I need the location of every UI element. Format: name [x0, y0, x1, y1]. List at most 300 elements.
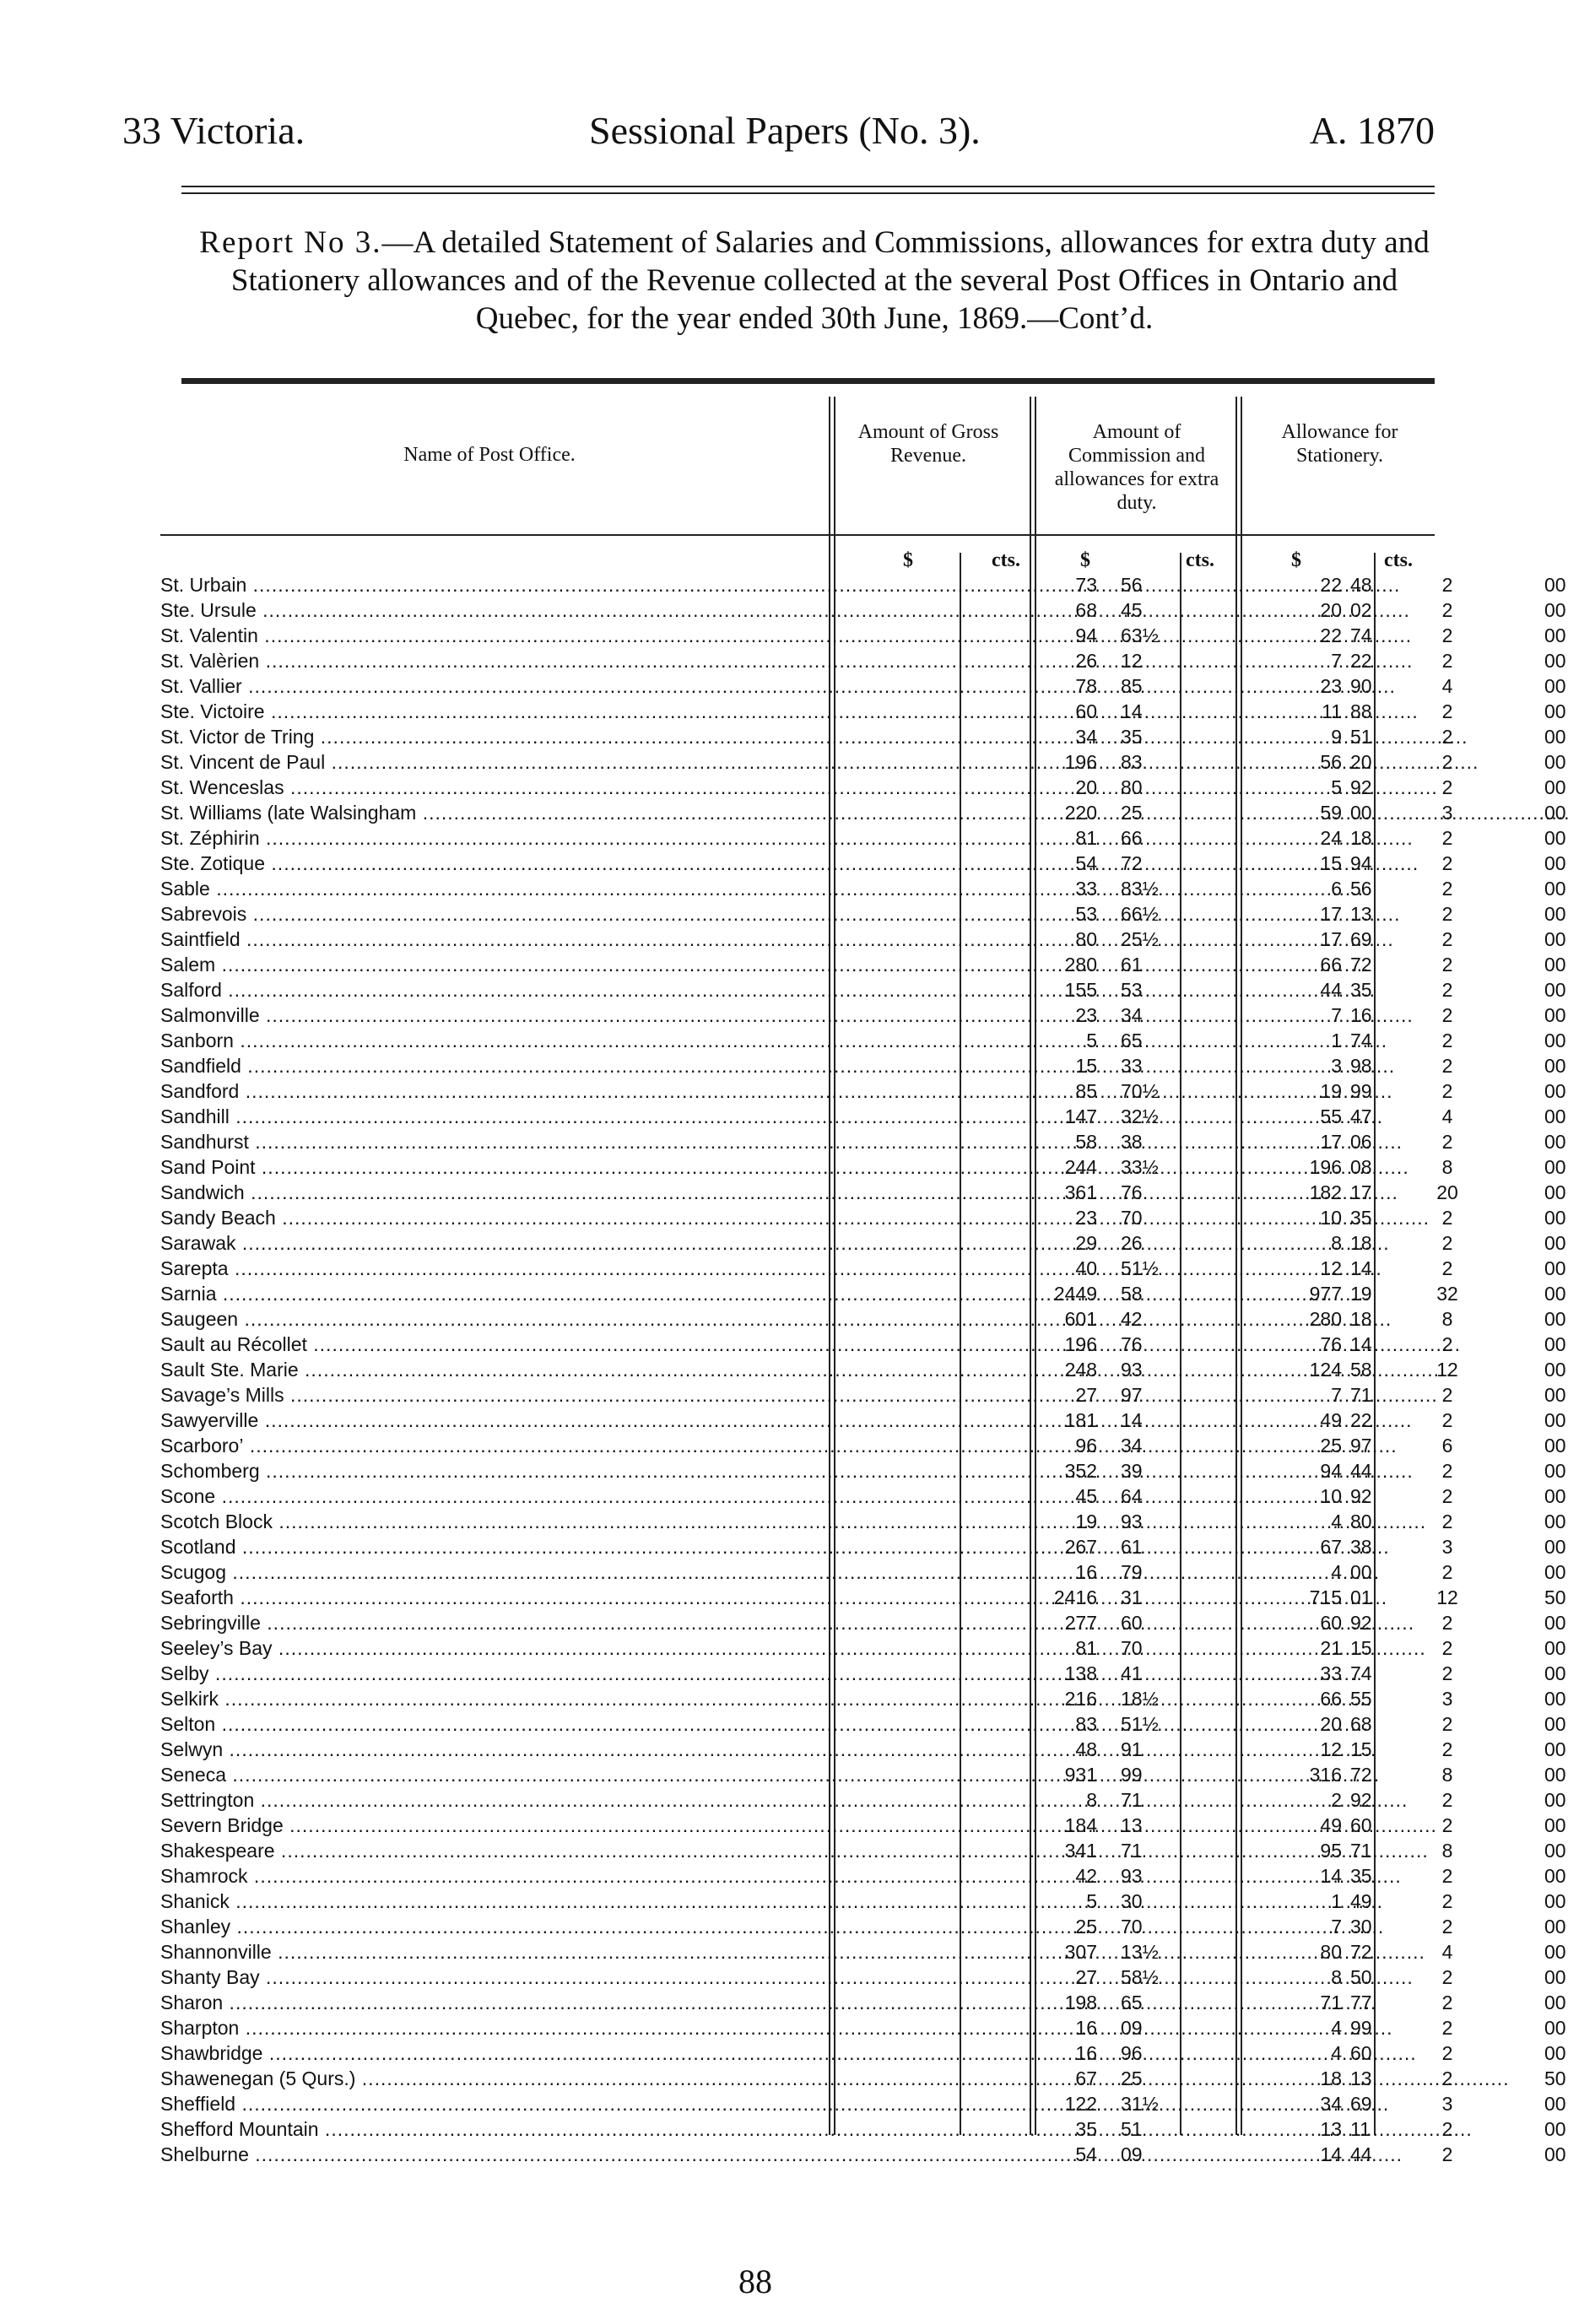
stationery-dollars: 2	[1441, 1561, 1453, 1583]
units-row	[160, 549, 1435, 573]
post-office-name: Salmonville .....	[160, 1003, 819, 1028]
commission-dollars: 94	[1320, 1460, 1342, 1482]
stationery-dollars: 2	[1441, 2143, 1453, 2165]
gross-revenue-cents: 61	[1121, 954, 1143, 976]
stationery-dollars: 2	[1441, 726, 1453, 748]
gross-revenue-cents: 25½	[1121, 928, 1159, 950]
stationery-dollars: 2	[1441, 1637, 1453, 1659]
stationery-dollars: 2	[1441, 650, 1453, 672]
commission-cents: 58	[1350, 1359, 1372, 1381]
stationery-dollars: 4	[1441, 1105, 1453, 1127]
stationery-dollars: 2	[1441, 599, 1453, 621]
table-row	[160, 1306, 1566, 1332]
stationery-cents: 00	[1544, 1207, 1566, 1229]
stationery-cents: 00	[1544, 979, 1566, 1001]
commission-dollars: 7	[1331, 1916, 1342, 1938]
gross-revenue-cents: 97	[1121, 1384, 1143, 1406]
stationery-cents: 00	[1544, 1966, 1566, 1988]
commission-dollars: 34	[1320, 2093, 1342, 2115]
commission-dollars: 4	[1331, 2042, 1342, 2064]
gross-revenue-cents: 65	[1121, 1030, 1143, 1051]
stationery-cents: 00	[1544, 1612, 1566, 1634]
gross-revenue-dollars: 33	[1075, 878, 1097, 900]
gross-revenue-cents: 09	[1121, 2017, 1143, 2039]
commission-cents: 71	[1350, 1840, 1372, 1862]
gross-revenue-cents: 39	[1121, 1460, 1143, 1482]
commission-dollars: 7	[1331, 1384, 1342, 1406]
gross-revenue-dollars: 42	[1075, 1865, 1097, 1887]
commission-cents: 74	[1350, 1030, 1372, 1051]
commission-dollars: 12	[1320, 1257, 1342, 1279]
commission-dollars: 95	[1320, 1840, 1342, 1862]
gross-revenue-dollars: 25	[1075, 1916, 1097, 1938]
stationery-cents: 00	[1544, 574, 1566, 596]
gross-revenue-cents: 61	[1121, 1536, 1143, 1558]
table-row	[160, 673, 1566, 699]
commission-dollars: 24	[1320, 827, 1342, 849]
stationery-cents: 00	[1544, 1460, 1566, 1482]
gross-revenue-cents: 93	[1121, 1359, 1143, 1381]
gross-revenue-cents: 60	[1121, 1612, 1143, 1634]
gross-revenue-cents: 41	[1121, 1662, 1143, 1684]
gross-revenue-cents: 80	[1121, 776, 1143, 798]
commission-dollars: 22	[1320, 624, 1342, 646]
stationery-dollars: 20	[1436, 1181, 1458, 1203]
stationery-dollar-unit: $	[1291, 549, 1301, 571]
table-row	[160, 1863, 1566, 1889]
gross-revenue-dollars: 361	[1064, 1181, 1097, 1203]
gross-revenue-cents: 71	[1121, 1789, 1143, 1811]
stationery-cents: 00	[1544, 1131, 1566, 1153]
commission-dollars: 22	[1320, 574, 1342, 596]
commission-cents: 72	[1350, 1764, 1372, 1786]
post-office-name: Schomberg .....	[160, 1458, 819, 1484]
gross-revenue-cents: 13	[1121, 1814, 1143, 1836]
stationery-cents: 00	[1544, 726, 1566, 748]
gross-revenue-cents: 83½	[1121, 878, 1159, 900]
gross-revenue-dollars: 196	[1064, 1333, 1097, 1355]
gross-revenue-dollars: 53	[1075, 903, 1097, 925]
commission-cents: 22	[1350, 1409, 1372, 1431]
commission-dollars: 19	[1320, 1080, 1342, 1102]
gross-revenue-dollars: 35	[1075, 2118, 1097, 2140]
year-label: A. 1870	[1309, 109, 1435, 152]
gross-revenue-dollars: 216	[1064, 1688, 1097, 1710]
table-row	[160, 724, 1566, 749]
post-office-name: Salford .....	[160, 977, 819, 1003]
commission-dollars: 33	[1320, 1662, 1342, 1684]
table-row	[160, 800, 1566, 825]
post-office-name: Seaforth .....	[160, 1585, 819, 1610]
stationery-cents: 00	[1544, 1181, 1566, 1203]
post-office-name: Shakespeare .....	[160, 1838, 819, 1863]
gross-revenue-dollars: 81	[1075, 827, 1097, 849]
table-row	[160, 1585, 1566, 1610]
stationery-cents: 00	[1544, 2017, 1566, 2039]
gross-revenue-cents: 76	[1121, 1333, 1143, 1355]
post-office-name: Shanick .....	[160, 1889, 819, 1914]
post-office-name: St. Zéphirin .....	[160, 825, 819, 851]
commission-cents: 06	[1350, 1131, 1372, 1153]
gross-revenue-cents: 33	[1121, 1055, 1143, 1077]
commission-dollars: 13	[1320, 2118, 1342, 2140]
stationery-cents: 00	[1544, 1536, 1566, 1558]
gross-revenue-dollars: 352	[1064, 1460, 1097, 1482]
post-office-name: Sault au Récollet .....	[160, 1332, 819, 1357]
gross-revenue-dollars: 80	[1075, 928, 1097, 950]
commission-dollars: 10	[1320, 1485, 1342, 1507]
commission-dollars: 17	[1320, 928, 1342, 950]
stationery-cents: 00	[1544, 2042, 1566, 2064]
commission-dollars: 4	[1331, 2017, 1342, 2039]
stationery-dollars: 2	[1441, 1916, 1453, 1938]
post-office-name: Scugog .....	[160, 1559, 819, 1585]
column-header-gross: Amount of Gross Revenue.	[857, 421, 999, 467]
commission-dollars: 17	[1320, 903, 1342, 925]
commission-dollars: 10	[1320, 1207, 1342, 1229]
gross-revenue-dollars: 16	[1075, 2017, 1097, 2039]
gross-revenue-dollars: 2449	[1053, 1283, 1097, 1305]
post-office-name: St. Urbain .....	[160, 572, 819, 597]
gross-revenue-dollars: 45	[1075, 1485, 1097, 1507]
gross-revenue-dollars: 27	[1075, 1384, 1097, 1406]
gross-revenue-dollars: 244	[1064, 1156, 1097, 1178]
table-row	[160, 876, 1566, 901]
stationery-dollars: 32	[1436, 1283, 1458, 1305]
stationery-cents: 00	[1544, 1865, 1566, 1887]
commission-dollars: 977	[1309, 1283, 1342, 1305]
gross-revenue-dollars: 122	[1064, 2093, 1097, 2115]
commission-cents: 08	[1350, 1156, 1372, 1178]
post-office-name: Shanty Bay .....	[160, 1965, 819, 1990]
stationery-dollars: 2	[1441, 1738, 1453, 1760]
commission-cents: 90	[1350, 675, 1372, 697]
post-office-name: St. Williams (late Walsingham .....	[160, 800, 819, 825]
gross-revenue-dollars: 20	[1075, 776, 1097, 798]
post-office-name: Sharon .....	[160, 1990, 819, 2015]
table-row	[160, 2116, 1566, 2142]
table-row	[160, 1078, 1566, 1104]
commission-cents: 56	[1350, 878, 1372, 900]
stationery-dollars: 2	[1441, 1511, 1453, 1532]
commission-dollars: 5	[1331, 776, 1342, 798]
gross-revenue-dollars: 54	[1075, 2143, 1097, 2165]
gross-revenue-cents: 96	[1121, 2042, 1143, 2064]
header-divider	[160, 534, 1435, 536]
gross-revenue-dollars: 19	[1075, 1511, 1097, 1532]
stationery-dollars: 2	[1441, 954, 1453, 976]
header-rule	[181, 192, 1435, 194]
gross-revenue-cents: 58	[1121, 1283, 1143, 1305]
gross-revenue-dollars: 601	[1064, 1308, 1097, 1330]
commission-dollars: 20	[1320, 1713, 1342, 1735]
post-office-name: Sarepta .....	[160, 1256, 819, 1281]
stationery-cents: 00	[1544, 2093, 1566, 2115]
gross-revenue-cents: 85	[1121, 675, 1143, 697]
gross-revenue-cents: 42	[1121, 1308, 1143, 1330]
stationery-dollars: 2	[1441, 1789, 1453, 1811]
stationery-cents: 00	[1544, 675, 1566, 697]
stationery-dollars: 2	[1441, 700, 1453, 722]
gross-revenue-dollars: 85	[1075, 1080, 1097, 1102]
commission-dollars: 76	[1320, 1333, 1342, 1355]
gross-revenue-dollars: 15	[1075, 1055, 1097, 1077]
table-row	[160, 901, 1566, 927]
post-office-table-body	[160, 572, 1566, 2167]
commission-dollars: 124	[1309, 1359, 1342, 1381]
gross-revenue-dollars: 2416	[1053, 1586, 1097, 1608]
gross-revenue-dollars: 26	[1075, 650, 1097, 672]
stationery-dollars: 2	[1441, 2017, 1453, 2039]
gross-revenue-dollars: 81	[1075, 1637, 1097, 1659]
stationery-cents: 00	[1544, 700, 1566, 722]
gross-revenue-cents: 30	[1121, 1890, 1143, 1912]
gross-revenue-cents: 93	[1121, 1511, 1143, 1532]
commission-cents: 92	[1350, 1612, 1372, 1634]
gross-revenue-cents: 63½	[1121, 624, 1159, 646]
commission-cents: 47	[1350, 1105, 1372, 1127]
commission-cents: 02	[1350, 599, 1372, 621]
gross-revenue-dollars: 931	[1064, 1764, 1097, 1786]
commission-dollars: 7	[1331, 1004, 1342, 1026]
page-number: 88	[738, 2262, 772, 2300]
stationery-cents: 00	[1544, 903, 1566, 925]
post-office-name: Saugeen .....	[160, 1306, 819, 1332]
gross-dollar-unit: $	[903, 549, 913, 571]
post-office-name: Selton .....	[160, 1711, 819, 1737]
stationery-dollars: 2	[1441, 1814, 1453, 1836]
gross-revenue-dollars: 73	[1075, 574, 1097, 596]
stationery-cents: 00	[1544, 1738, 1566, 1760]
stationery-dollars: 3	[1441, 1688, 1453, 1710]
post-office-name: Sault Ste. Marie .....	[160, 1357, 819, 1382]
gross-revenue-cents: 13½	[1121, 1941, 1159, 1963]
commission-cents: 15	[1350, 1637, 1372, 1659]
commission-dollars: 8	[1331, 1966, 1342, 1988]
gross-revenue-cents: 51½	[1121, 1713, 1159, 1735]
commission-dollars: 2	[1331, 1789, 1342, 1811]
gross-revenue-dollars: 267	[1064, 1536, 1097, 1558]
stationery-dollars: 4	[1441, 1941, 1453, 1963]
table-row	[160, 1003, 1566, 1028]
gross-revenue-cents: 72	[1121, 852, 1143, 874]
stationery-dollars: 2	[1441, 1890, 1453, 1912]
column-header-name: Name of Post Office.	[403, 444, 576, 466]
table-row	[160, 1965, 1566, 1990]
stationery-cents-unit: cts.	[1384, 549, 1413, 571]
post-office-name: St. Vallier .....	[160, 673, 819, 699]
stationery-dollars: 3	[1441, 1536, 1453, 1558]
stationery-dollars: 2	[1441, 827, 1453, 849]
stationery-dollars: 3	[1441, 802, 1453, 824]
gross-revenue-dollars: 83	[1075, 1713, 1097, 1735]
gross-revenue-cents: 93	[1121, 1865, 1143, 1887]
gross-revenue-cents: 99	[1121, 1764, 1143, 1786]
gross-revenue-dollars: 34	[1075, 726, 1097, 748]
table-row	[160, 952, 1566, 977]
gross-revenue-dollars: 155	[1064, 979, 1097, 1001]
commission-dollars: 1	[1331, 1030, 1342, 1051]
commission-cents: 74	[1350, 1662, 1372, 1684]
gross-revenue-dollars: 16	[1075, 2042, 1097, 2064]
report-description: —A detailed Statement of Salaries and Commissions, allowances for extra duty and Stationery allowances and of the Revenue collected at the several Post Offices in Ontario and Quebec, for the year ended 30th June, 1869.—Cont’d.	[230, 225, 1430, 336]
commission-cents: 17	[1350, 1181, 1372, 1203]
gross-revenue-dollars: 248	[1064, 1359, 1097, 1381]
stationery-dollars: 2	[1441, 1992, 1453, 2013]
gross-revenue-cents: 65	[1121, 1992, 1143, 2013]
stationery-dollars: 2	[1441, 1460, 1453, 1482]
stationery-cents: 00	[1544, 1840, 1566, 1862]
commission-dollars: 44	[1320, 979, 1342, 1001]
gross-revenue-dollars: 138	[1064, 1662, 1097, 1684]
stationery-cents: 00	[1544, 1308, 1566, 1330]
post-office-name: Sandwich .....	[160, 1180, 819, 1205]
column-header-stationery: Allowance for Stationery.	[1281, 421, 1398, 467]
stationery-dollars: 2	[1441, 1257, 1453, 1279]
table-row	[160, 1838, 1566, 1863]
gross-revenue-dollars: 96	[1075, 1435, 1097, 1457]
commission-cents: 44	[1350, 2143, 1372, 2165]
gross-revenue-dollars: 307	[1064, 1941, 1097, 1963]
commission-dollars: 316	[1309, 1764, 1342, 1786]
gross-revenue-dollars: 23	[1075, 1207, 1097, 1229]
stationery-cents: 00	[1544, 624, 1566, 646]
gross-revenue-cents: 45	[1121, 599, 1143, 621]
commission-cents: 38	[1350, 1536, 1372, 1558]
commission-dollars: 59	[1320, 802, 1342, 824]
stationery-cents: 00	[1544, 1156, 1566, 1178]
commission-dollars: 3	[1331, 1055, 1342, 1077]
post-office-name: Sarnia .....	[160, 1281, 819, 1306]
stationery-dollars: 2	[1441, 1409, 1453, 1431]
stationery-dollars: 2	[1441, 1030, 1453, 1051]
commission-cents: 88	[1350, 700, 1372, 722]
post-office-name: Scone .....	[160, 1484, 819, 1509]
commission-cents-unit: cts.	[1186, 549, 1214, 571]
commission-cents: 92	[1350, 1485, 1372, 1507]
table-row	[160, 1180, 1566, 1205]
stationery-dollars: 12	[1436, 1586, 1458, 1608]
commission-cents: 80	[1350, 1511, 1372, 1532]
commission-cents: 44	[1350, 1460, 1372, 1482]
commission-dollar-unit: $	[1080, 549, 1090, 571]
gross-revenue-dollars: 5	[1086, 1890, 1097, 1912]
gross-revenue-cents: 38	[1121, 1131, 1143, 1153]
commission-cents: 98	[1350, 1055, 1372, 1077]
gross-revenue-cents: 34	[1121, 1004, 1143, 1026]
table-row	[160, 775, 1566, 800]
table-row	[160, 699, 1566, 724]
table-row	[160, 623, 1566, 648]
table-row	[160, 1382, 1566, 1408]
commission-cents: 92	[1350, 1789, 1372, 1811]
table-row	[160, 1610, 1566, 1635]
post-office-name: Sand Point .....	[160, 1154, 819, 1180]
post-office-name: Sandhill .....	[160, 1104, 819, 1129]
stationery-cents: 50	[1544, 1586, 1566, 1608]
gross-revenue-cents: 32½	[1121, 1105, 1159, 1127]
stationery-cents: 00	[1544, 650, 1566, 672]
gross-revenue-dollars: 23	[1075, 1004, 1097, 1026]
table-row	[160, 2015, 1566, 2040]
gross-revenue-cents: 51	[1121, 2118, 1143, 2140]
table-row	[160, 1129, 1566, 1154]
stationery-cents: 00	[1544, 1333, 1566, 1355]
table-row	[160, 927, 1566, 952]
stationery-cents: 00	[1544, 751, 1566, 773]
commission-dollars: 21	[1320, 1637, 1342, 1659]
stationery-dollars: 4	[1441, 675, 1453, 697]
stationery-dollars: 2	[1441, 1131, 1453, 1153]
commission-cents: 16	[1350, 1004, 1372, 1026]
stationery-dollars: 2	[1441, 2067, 1453, 2089]
stationery-cents: 00	[1544, 2118, 1566, 2140]
stationery-cents: 00	[1544, 852, 1566, 874]
stationery-dollars: 2	[1441, 1232, 1453, 1254]
table-row	[160, 825, 1566, 851]
commission-cents: 69	[1350, 2093, 1372, 2115]
post-office-name: Sable .....	[160, 876, 819, 901]
stationery-cents: 00	[1544, 1992, 1566, 2013]
gross-revenue-cents: 70	[1121, 1637, 1143, 1659]
stationery-cents: 00	[1544, 2143, 1566, 2165]
stationery-dollars: 2	[1441, 1055, 1453, 1077]
stationery-cents: 00	[1544, 1485, 1566, 1507]
stationery-dollars: 2	[1441, 1384, 1453, 1406]
commission-cents: 00	[1350, 802, 1372, 824]
post-office-name: Shamrock .....	[160, 1863, 819, 1889]
commission-dollars: 14	[1320, 1865, 1342, 1887]
table-row	[160, 1509, 1566, 1534]
table-row	[160, 1787, 1566, 1813]
commission-dollars: 67	[1320, 1536, 1342, 1558]
stationery-cents: 00	[1544, 1916, 1566, 1938]
gross-revenue-cents: 58½	[1121, 1966, 1159, 1988]
table-row	[160, 1939, 1566, 1965]
stationery-dollars: 2	[1441, 928, 1453, 950]
commission-cents: 13	[1350, 2067, 1372, 2089]
stationery-cents: 00	[1544, 1814, 1566, 1836]
table-row	[160, 1154, 1566, 1180]
stationery-cents: 00	[1544, 1055, 1566, 1077]
stationery-cents: 00	[1544, 1637, 1566, 1659]
post-office-name: Severn Bridge .....	[160, 1813, 819, 1838]
commission-cents: 18	[1350, 827, 1372, 849]
post-office-name: Sandhurst .....	[160, 1129, 819, 1154]
post-office-name: Selby .....	[160, 1661, 819, 1686]
commission-cents: 94	[1350, 852, 1372, 874]
gross-revenue-dollars: 48	[1075, 1738, 1097, 1760]
stationery-cents: 00	[1544, 1384, 1566, 1406]
stationery-dollars: 2	[1441, 2042, 1453, 2064]
table-row	[160, 2066, 1566, 2091]
post-office-name: Seeley’s Bay .....	[160, 1635, 819, 1661]
post-office-name: Scarboro’ .....	[160, 1433, 819, 1458]
table-row	[160, 1686, 1566, 1711]
table-row	[160, 2142, 1566, 2167]
stationery-cents: 00	[1544, 928, 1566, 950]
table-row	[160, 749, 1566, 775]
table-row	[160, 1357, 1566, 1382]
commission-dollars: 14	[1320, 2143, 1342, 2165]
gross-revenue-dollars: 8	[1086, 1789, 1097, 1811]
gross-revenue-dollars: 184	[1064, 1814, 1097, 1836]
commission-cents: 97	[1350, 1435, 1372, 1457]
stationery-cents: 00	[1544, 1030, 1566, 1051]
commission-cents: 14	[1350, 1257, 1372, 1279]
post-office-name: Shelburne .....	[160, 2142, 819, 2167]
commission-cents: 99	[1350, 2017, 1372, 2039]
